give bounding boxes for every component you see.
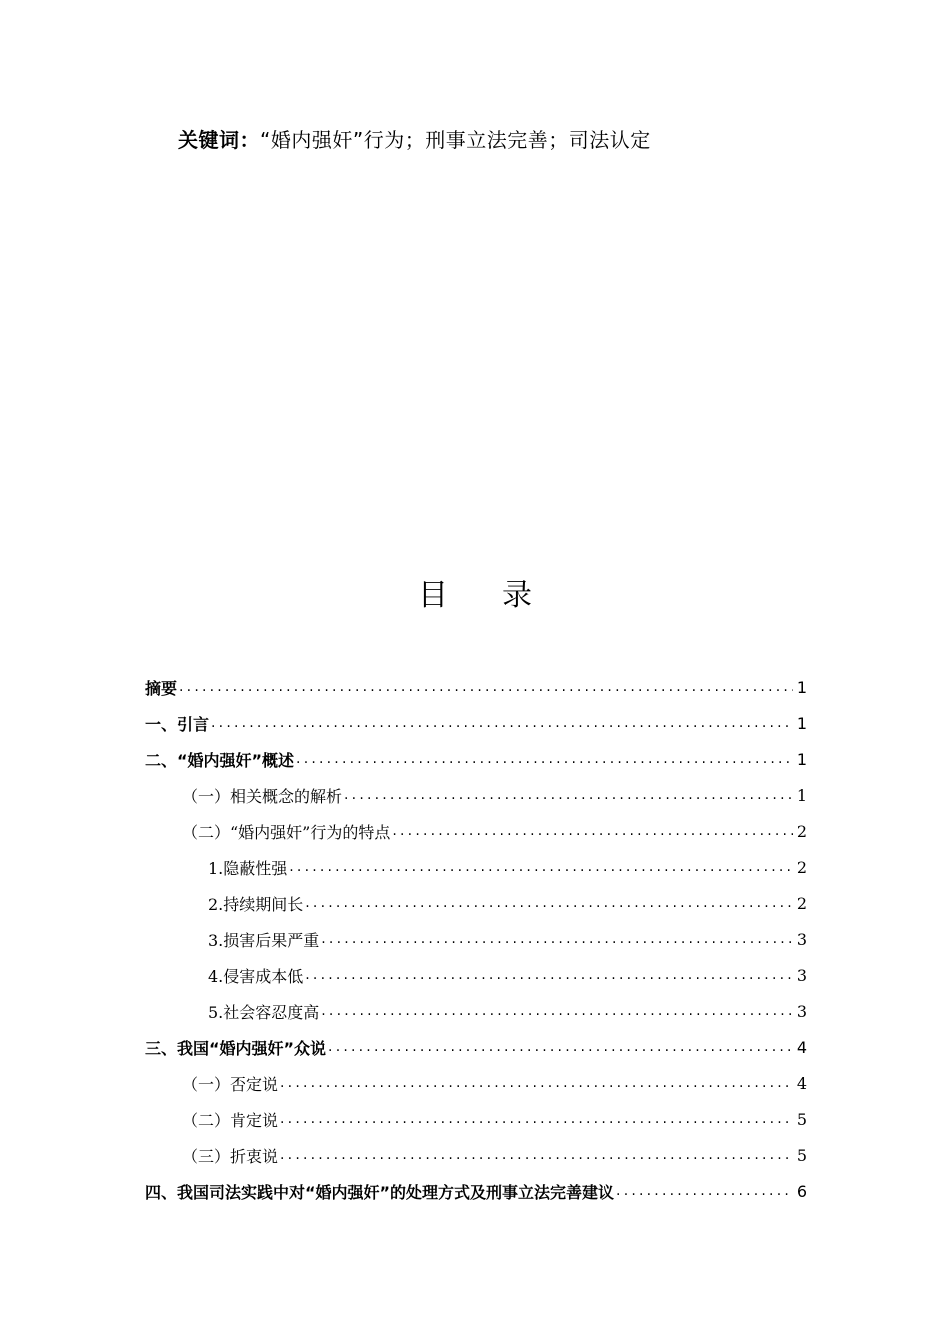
toc-entry-page: 3 [796,965,807,985]
toc-entry[interactable] [182,1101,807,1137]
toc-entry-label: 2.持续期间长 [208,894,304,914]
toc-title-left: 目 [418,578,448,613]
toc-entry-page: 5 [796,1109,807,1129]
toc-entry-page: 4 [796,1037,807,1057]
toc-leader-dots [289,859,793,875]
toc-entry[interactable] [145,741,807,777]
keywords-text: “婚内强奸”行为；刑事立法完善；司法认定 [260,128,651,152]
toc-entry[interactable] [182,1065,807,1101]
toc-entry[interactable] [208,957,807,993]
toc-entry-label: 3.损害后果严重 [208,930,320,950]
toc-leader-dots [616,1183,793,1199]
toc-entry-label: 一、引言 [145,714,210,734]
toc-entry-page: 1 [796,677,807,697]
toc-entry[interactable] [145,705,807,741]
toc-entry[interactable] [208,993,807,1029]
toc-title-right: 录 [502,578,532,613]
toc-entry[interactable] [182,813,807,849]
toc-entry-label: 5.社会容忍度高 [208,1002,320,1022]
toc-entry-label: （一）否定说 [182,1074,279,1094]
toc-entry[interactable] [208,921,807,957]
toc-entry-label: 四、我国司法实践中对“婚内强奸”的处理方式及刑事立法完善建议 [145,1182,615,1202]
keywords-label: 关键词： [178,128,260,152]
toc-entry-label: 4.侵害成本低 [208,966,304,986]
keywords-line [178,124,651,156]
toc-entry-label: 二、“婚内强奸”概述 [145,750,295,770]
toc-entry[interactable] [145,669,807,705]
toc-leader-dots [179,679,793,695]
toc-entry-page: 2 [796,893,807,913]
toc-entry-label: （一）相关概念的解析 [182,786,343,806]
toc-leader-dots [305,967,793,983]
toc-entry-page: 1 [796,785,807,805]
toc-entry[interactable] [182,1137,807,1173]
toc-entry-label: 摘要 [145,678,178,698]
toc-entry[interactable] [208,849,807,885]
toc-leader-dots [211,715,793,731]
toc-entry-page: 3 [796,1001,807,1021]
toc-leader-dots [321,931,793,947]
toc-leader-dots [296,751,793,767]
toc-entry-page: 1 [796,713,807,733]
toc-entry-page: 3 [796,929,807,949]
toc-entry[interactable] [182,777,807,813]
toc-entry-page: 2 [796,821,807,841]
toc-title [0,574,950,618]
toc-entry-page: 2 [796,857,807,877]
toc-entry[interactable] [145,1029,807,1065]
toc-entry-page: 6 [796,1181,807,1201]
toc-entry-page: 4 [796,1073,807,1093]
toc-entry[interactable] [145,1173,807,1209]
toc-leader-dots [280,1075,793,1091]
toc-entry[interactable] [208,885,807,921]
toc-entry-page: 5 [796,1145,807,1165]
toc-leader-dots [321,1003,793,1019]
toc-entry-label: 1.隐蔽性强 [208,858,288,878]
toc-entry-label: （三）折衷说 [182,1146,279,1166]
toc-entry-page: 1 [796,749,807,769]
toc-leader-dots [280,1147,793,1163]
toc-entry-label: （二）“婚内强奸”行为的特点 [182,822,391,842]
toc-leader-dots [392,823,792,839]
toc-leader-dots [328,1039,793,1055]
toc-entry-label: （二）肯定说 [182,1110,279,1130]
toc-leader-dots [305,895,793,911]
toc-leader-dots [280,1111,793,1127]
toc-leader-dots [344,787,793,803]
toc-entry-label: 三、我国“婚内强奸”众说 [145,1038,327,1058]
